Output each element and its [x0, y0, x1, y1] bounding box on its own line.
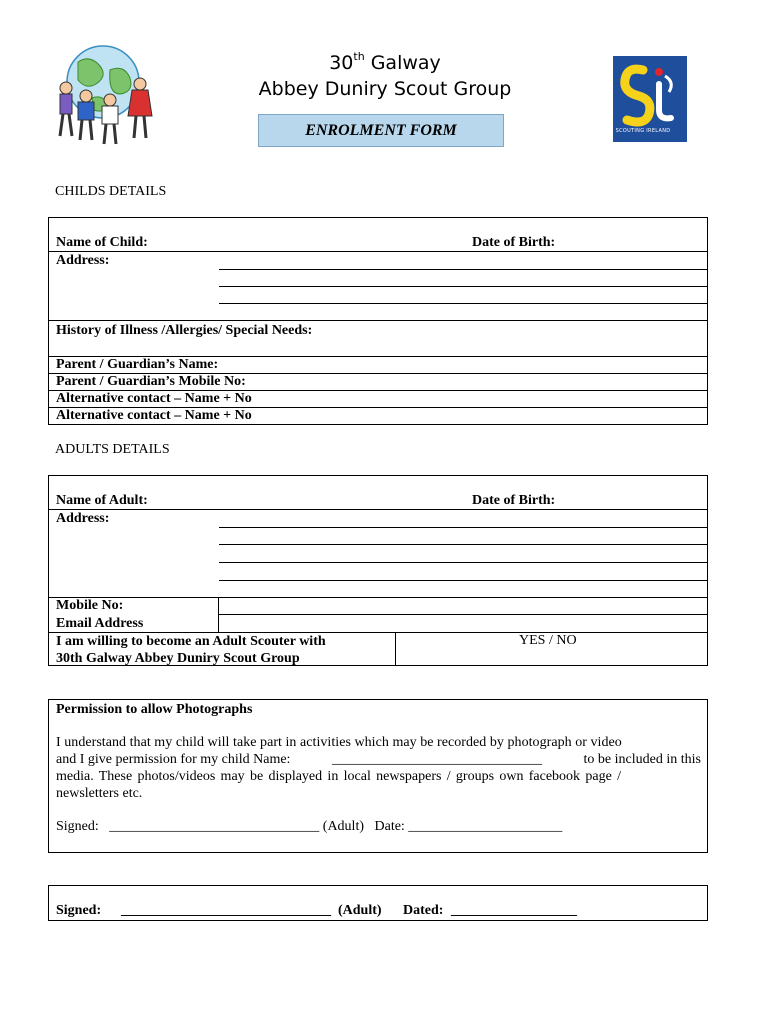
childs-section-label: CHILDS DETAILS [55, 184, 167, 199]
group-title: 30th Galway [329, 50, 441, 74]
permission-line-2a: and I give permission for my child Name: [56, 752, 291, 767]
adult-name-line[interactable] [49, 509, 707, 510]
adults-details-box [48, 475, 708, 666]
willing-line-1: I am willing to become an Adult Scouter with [56, 634, 326, 649]
permission-line-1: I understand that my child will take part in activities which may be recorded by photograph or video [56, 735, 622, 750]
adult-address-line-4[interactable] [219, 580, 707, 581]
parent-name-label: Parent / Guardian’s Name: [56, 357, 219, 372]
adult-mobile-label: Mobile No: [56, 598, 124, 613]
willing-line-2: 30th Galway Abbey Duniry Scout Group [56, 651, 300, 666]
history-label: History of Illness /Allergies/ Special Needs: [56, 323, 313, 338]
parent-mobile-label: Parent / Guardian’s Mobile No: [56, 374, 246, 389]
form-title-banner: ENROLMENT FORM [258, 114, 504, 147]
adult-address-label: Address: [56, 511, 110, 526]
final-signature-box [48, 885, 708, 921]
child-address-label: Address: [56, 253, 110, 268]
child-address-line-2[interactable] [219, 286, 707, 287]
alt-contact-1-label: Alternative contact – Name + No [56, 391, 252, 406]
adult-mobile-line[interactable] [219, 614, 707, 615]
adult-address-line-2[interactable] [219, 544, 707, 545]
child-dob-label: Date of Birth: [472, 235, 556, 250]
adult-address-line-3[interactable] [219, 562, 707, 563]
permission-heading: Permission to allow Photographs [56, 702, 253, 717]
alt-contact-2-label: Alternative contact – Name + No [56, 408, 252, 423]
willing-divider [395, 632, 396, 666]
adult-name-label: Name of Adult: [56, 493, 148, 508]
adults-section-label: ADULTS DETAILS [55, 442, 170, 457]
adult-address-end-line[interactable] [49, 597, 707, 598]
final-signed-label: Signed: [56, 903, 102, 918]
adult-address-line-1[interactable] [219, 527, 707, 528]
permission-line-2c: to be included in this [583, 752, 701, 767]
child-name-blank[interactable]: ______________________________ [332, 752, 542, 767]
final-date-blank[interactable]: __________________ [451, 903, 577, 918]
final-adult-label: (Adult) [338, 903, 382, 918]
permission-line-2 [56, 752, 701, 768]
child-address-line-1[interactable] [219, 269, 707, 270]
adult-email-label: Email Address [56, 616, 144, 631]
final-dated-label: Dated: [403, 903, 444, 918]
child-address-line-4[interactable] [49, 320, 707, 321]
photo-permission-box [48, 699, 708, 853]
permission-line-4: newsletters etc. [56, 786, 143, 801]
permission-signed-line[interactable]: Signed: ______________________________ (Adult) Date: ______________________ [56, 819, 563, 834]
final-signature-blank[interactable]: ______________________________ [121, 903, 331, 918]
permission-line-3: media. These photos/videos may be displayed in local newspapers / groups own facebook page / [56, 769, 621, 784]
child-name-label: Name of Child: [56, 235, 148, 250]
child-name-line[interactable] [49, 251, 707, 252]
logo-caption: SCOUTING IRELAND [615, 128, 671, 134]
child-address-line-3[interactable] [219, 303, 707, 304]
yes-no-option[interactable]: YES / NO [519, 633, 577, 648]
mobile-email-divider [218, 597, 219, 633]
kids-globe-illustration [48, 40, 158, 150]
group-subtitle: Abbey Duniry Scout Group [258, 78, 512, 100]
childs-details-box [48, 217, 708, 425]
scouting-ireland-logo [613, 56, 687, 142]
adult-dob-label: Date of Birth: [472, 493, 556, 508]
adult-email-line[interactable] [49, 632, 707, 633]
